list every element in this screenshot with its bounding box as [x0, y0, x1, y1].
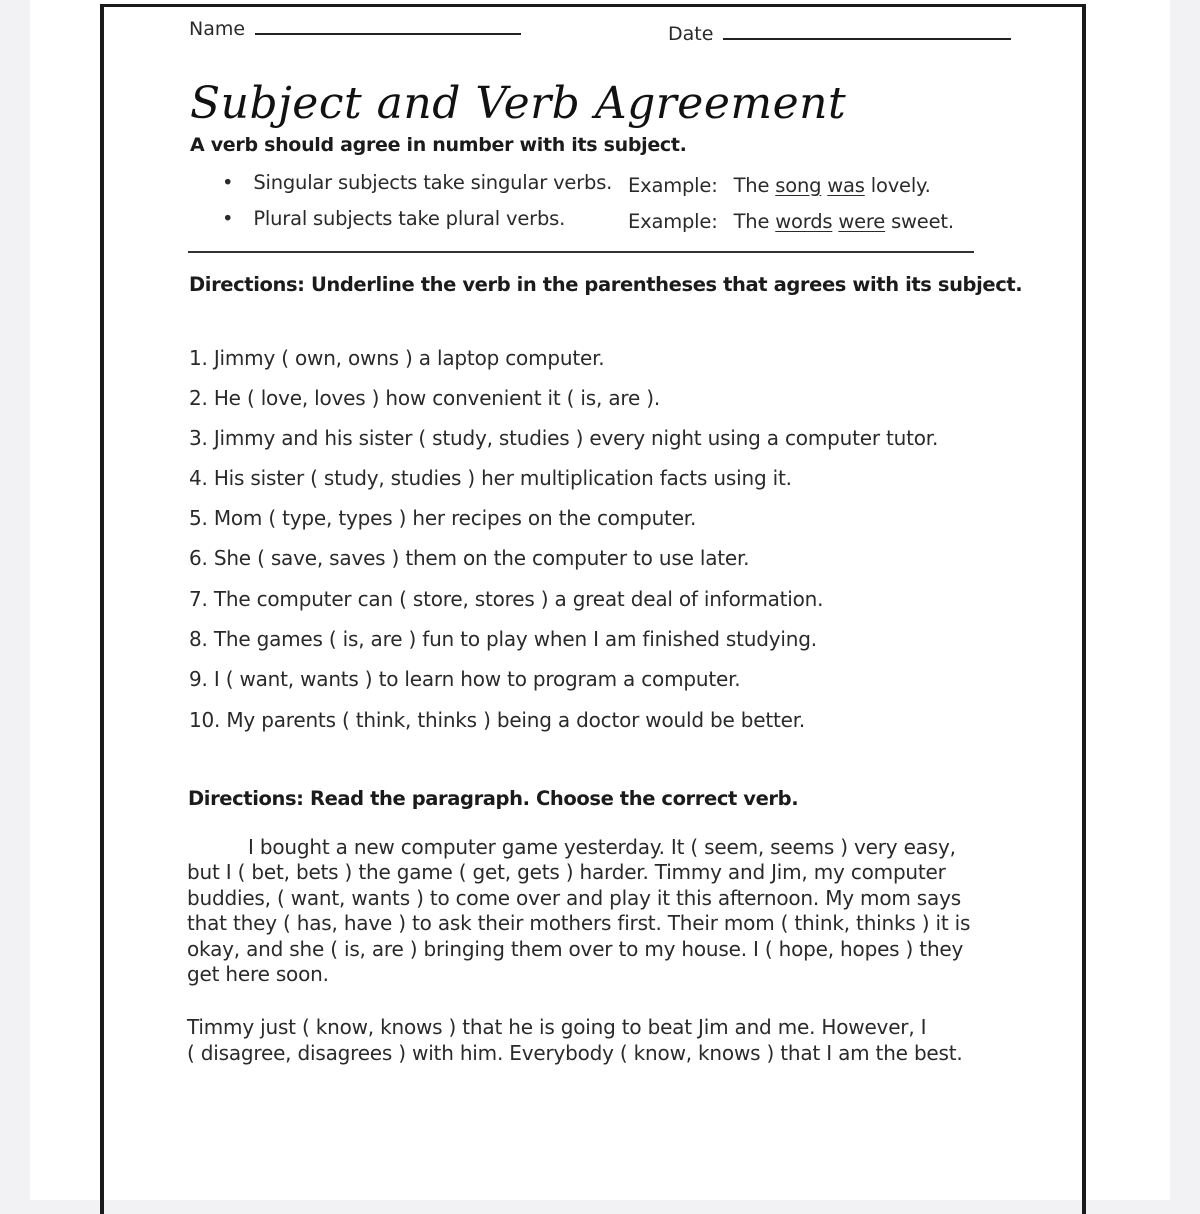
name-line: [255, 33, 521, 35]
section-divider: [188, 251, 974, 253]
example-pre: The: [733, 210, 770, 233]
paragraph-line: ( disagree, disagrees ) with him. Everybody ( know, knows ) that I am the best.: [187, 1041, 963, 1065]
paragraph-line: Timmy just ( know, knows ) that he is going to beat Jim and me. However, I: [187, 1015, 927, 1039]
date-label: Date: [668, 23, 714, 45]
bullet-icon: •: [222, 207, 234, 230]
example-label: Example:: [628, 174, 718, 197]
rule-singular: [222, 171, 612, 194]
list-item: 4. His sister ( study, studies ) her multiplication facts using it.: [189, 466, 792, 490]
example-label: Example:: [628, 210, 718, 233]
rule-text: Singular subjects take singular verbs.: [253, 171, 613, 194]
example-post: sweet.: [891, 210, 954, 233]
list-item: 10. My parents ( think, thinks ) being a doctor would be better.: [189, 708, 806, 732]
paragraph-line: I bought a new computer game yesterday. It ( seem, seems ) very easy,: [248, 835, 956, 859]
example-post: lovely.: [870, 174, 931, 197]
date-field: [668, 23, 1011, 45]
name-label: Name: [189, 18, 246, 40]
rule-text: Plural subjects take plural verbs.: [253, 207, 566, 230]
paragraph-line: okay, and she ( is, are ) bringing them over to my house. I ( hope, hopes ) they: [187, 937, 964, 961]
bullet-icon: •: [222, 171, 234, 194]
paragraph-line: that they ( has, have ) to ask their mothers first. Their mom ( think, thinks ) it is: [187, 911, 971, 935]
list-item: 6. She ( save, saves ) them on the computer to use later.: [189, 546, 750, 570]
rule-singular-example: [628, 174, 931, 197]
page-title: Subject and Verb Agreement: [190, 78, 847, 129]
paragraph-line: but I ( bet, bets ) the game ( get, gets ) harder. Timmy and Jim, my computer: [187, 860, 946, 884]
list-item: 1. Jimmy ( own, owns ) a laptop computer.: [189, 346, 605, 370]
list-item: 5. Mom ( type, types ) her recipes on the computer.: [189, 506, 697, 530]
example-verb: was: [827, 174, 865, 197]
list-item: 2. He ( love, loves ) how convenient it ( is, are ).: [189, 386, 660, 410]
date-line: [723, 38, 1011, 40]
example-pre: The: [733, 174, 770, 197]
paragraph-line: buddies, ( want, wants ) to come over and play it this afternoon. My mom says: [187, 886, 961, 910]
subtitle: A verb should agree in number with its subject.: [190, 134, 687, 156]
list-item: 9. I ( want, wants ) to learn how to program a computer.: [189, 667, 741, 691]
directions-paragraph: Directions: Read the paragraph. Choose the correct verb.: [188, 787, 799, 810]
example-verb: were: [838, 210, 886, 233]
example-subject: song: [775, 174, 822, 197]
list-item: 8. The games ( is, are ) fun to play when I am finished studying.: [189, 627, 817, 651]
list-item: 7. The computer can ( store, stores ) a great deal of information.: [189, 587, 824, 611]
name-field: [189, 18, 521, 40]
example-subject: words: [775, 210, 833, 233]
rule-plural-example: [628, 210, 954, 233]
directions-underline: Directions: Underline the verb in the parentheses that agrees with its subject.: [189, 273, 1023, 296]
rule-plural: [222, 207, 565, 230]
paragraph-line: get here soon.: [187, 962, 329, 986]
list-item: 3. Jimmy and his sister ( study, studies ) every night using a computer tutor.: [189, 426, 939, 450]
